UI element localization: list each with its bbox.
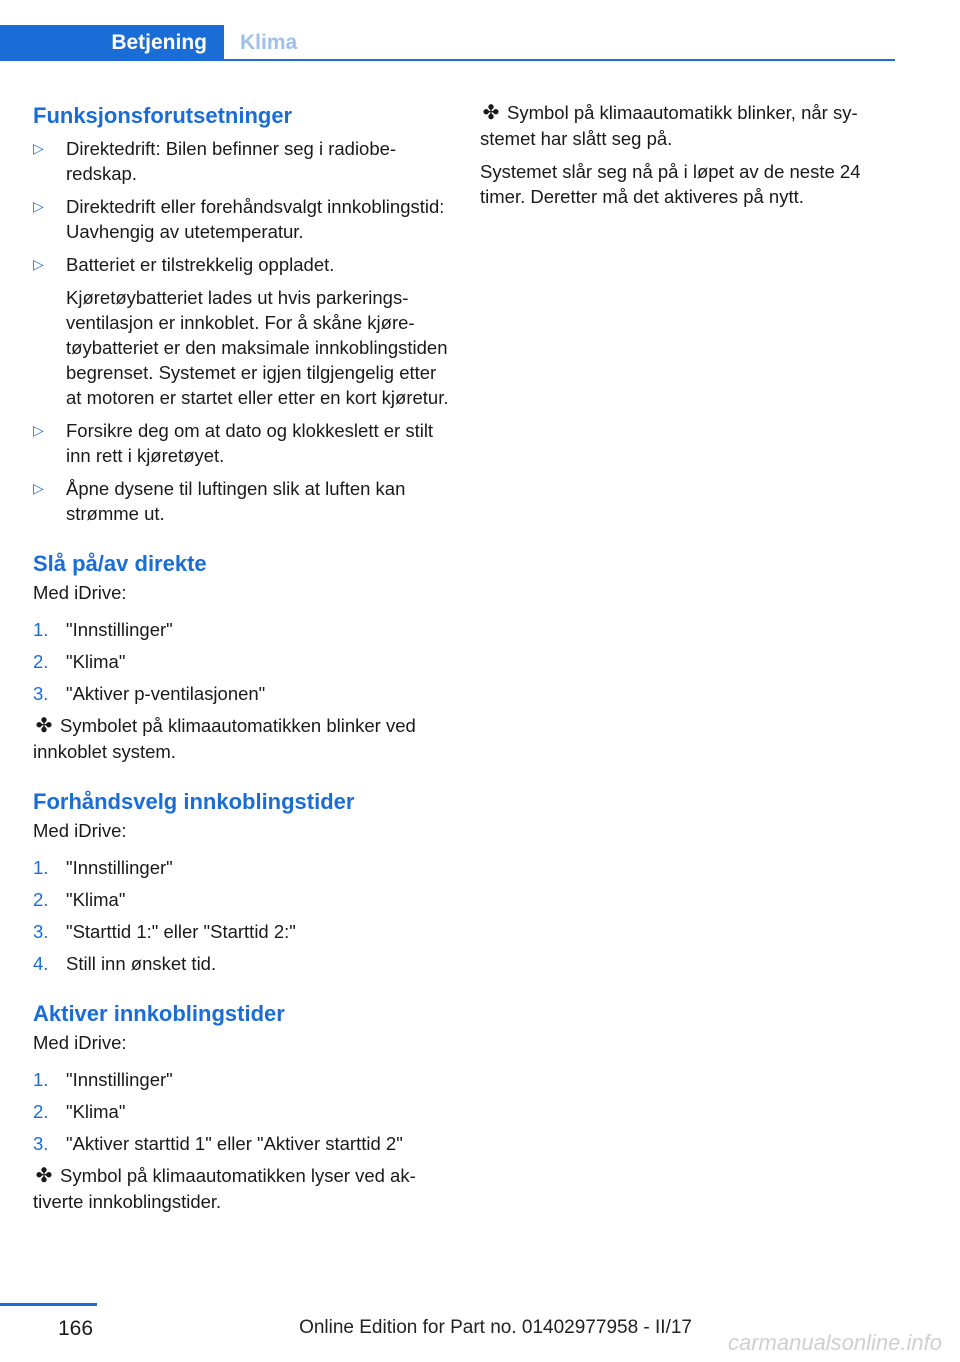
list-item: 2. "Klima" — [33, 1101, 126, 1122]
list-item-subtext: Kjøretøybatteriet lades ut hvis parkeringsventilasjon er innkoblet. For å skåne kjøretøybatteriet er den maksimale innkoblingstiden begrenset. Systemet er igjen tilgjengelig etter at motoren er startet eller etter en kort kjøretur. — [66, 287, 449, 408]
section-intro: Med iDrive: — [33, 1032, 127, 1053]
list-item: 3. "Aktiver starttid 1" eller "Aktiver starttid 2" — [33, 1133, 403, 1154]
triangle-right-icon: ▷ — [33, 140, 44, 156]
list-item: ▷ Direktedrift eller forehåndsvalgt innkoblingstid: Uavhengig av utetemperatur. — [33, 196, 445, 242]
right-column — [480, 100, 900, 209]
list-item: ▷ Forsikre deg om at dato og klokkeslett er stilt inn rett i kjøretøyet. — [33, 420, 434, 466]
requirements-list — [33, 136, 453, 526]
triangle-right-icon: ▷ — [33, 480, 44, 496]
left-column — [33, 100, 453, 1214]
steps-list — [33, 855, 453, 976]
edition-text: Online Edition for Part no. 01402977958 - II/17 — [299, 1317, 692, 1338]
triangle-right-icon: ▷ — [33, 256, 44, 272]
section-title-funksjonsforutsetninger: Funksjonsforutsetninger — [33, 103, 293, 128]
section-title-forhandsvelg: Forhåndsvelg innkoblingstider — [33, 789, 355, 814]
section-title-sla-pa-av: Slå på/av direkte — [33, 551, 207, 576]
page-number: 166 — [58, 1317, 94, 1340]
list-item: ▷ Direktedrift: Bilen befinner seg i radioberedskap. — [33, 138, 397, 184]
fan-icon: ✤ — [35, 1165, 53, 1187]
fan-note: ✤ Symbolet på klimaautomatikken blinker ved innkoblet system. — [33, 715, 416, 762]
list-item: 2. "Klima" — [33, 651, 126, 672]
fan-note: ✤ Symbol på klimaautomatikk blinker, når systemet har slått seg på. — [480, 102, 858, 149]
list-item: 1. "Innstillinger" — [33, 619, 173, 640]
triangle-right-icon: ▷ — [33, 422, 44, 438]
section-intro: Med iDrive: — [33, 820, 127, 841]
section-intro: Med iDrive: — [33, 582, 127, 603]
list-item: 1. "Innstillinger" — [33, 1069, 173, 1090]
paragraph: Systemet slår seg nå på i løpet av de neste 24 timer. Deretter må det aktiveres på nytt. — [480, 161, 861, 207]
triangle-right-icon: ▷ — [33, 198, 44, 214]
fan-note: ✤ Symbol på klimaautomatikken lyser ved aktiverte innkoblingstider. — [33, 1165, 416, 1212]
list-item: 3. "Starttid 1:" eller "Starttid 2:" — [33, 921, 296, 942]
list-item: ▷ Batteriet er tilstrekkelig oppladet. Kjøretøybatteriet lades ut hvis parkeringsventilasjon er innkoblet. For å skåne kjøretøybatteriet er den maksimale innkoblingstiden begrenset. Systemet er igjen tilgjengelig etter at motoren er startet eller etter en kort kjøretur. — [33, 252, 453, 410]
tab-betjening[interactable]: Betjening — [0, 25, 224, 61]
fan-icon: ✤ — [482, 102, 500, 124]
steps-list — [33, 617, 453, 706]
list-item: 3. "Aktiver p-ventilasjonen" — [33, 683, 266, 704]
section-title-aktiver: Aktiver innkoblingstider — [33, 1001, 285, 1026]
tab-klima[interactable]: Klima — [240, 31, 298, 54]
footer-rule — [0, 1303, 97, 1306]
watermark: carmanualsonline.info — [727, 1330, 942, 1355]
fan-icon: ✤ — [35, 715, 53, 737]
list-item: 1. "Innstillinger" — [33, 857, 173, 878]
list-item: 2. "Klima" — [33, 889, 126, 910]
list-item: 4. Still inn ønsket tid. — [33, 953, 217, 974]
steps-list — [33, 1067, 453, 1156]
list-item: ▷ Åpne dysene til luftingen slik at luften kan strømme ut. — [33, 478, 406, 524]
